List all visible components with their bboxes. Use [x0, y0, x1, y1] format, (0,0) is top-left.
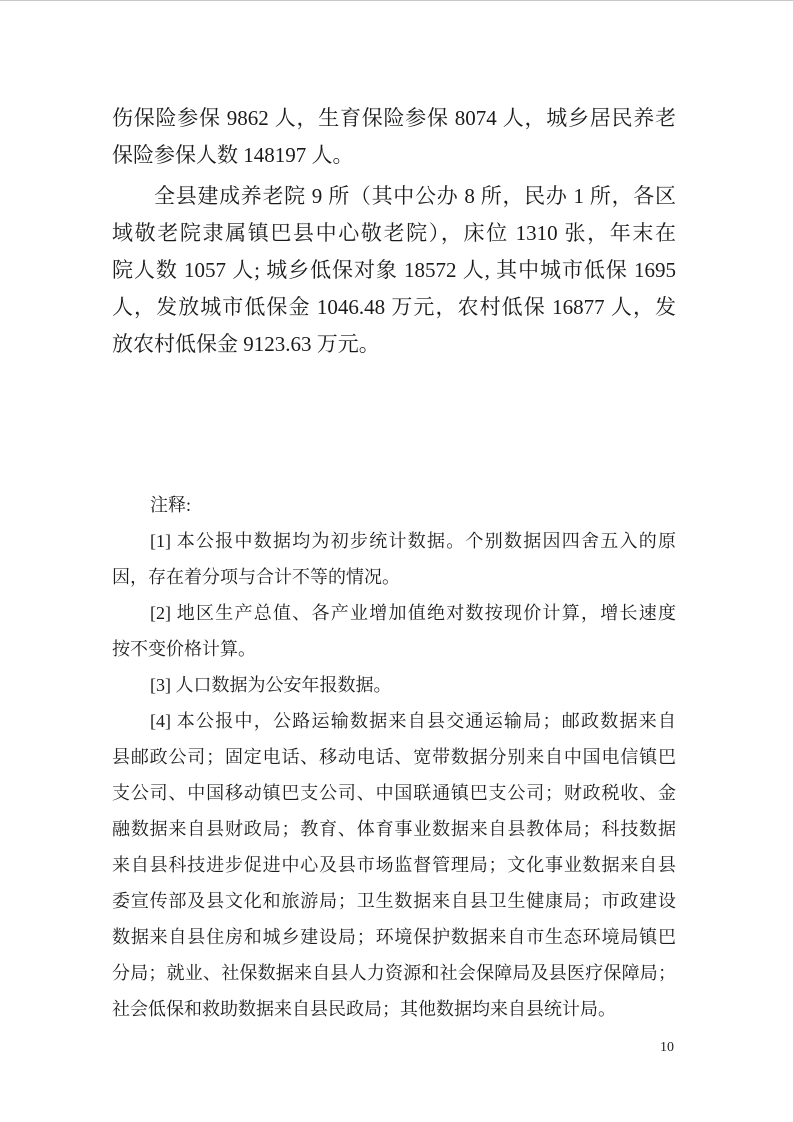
note-line: 数据来自县住房和城乡建设局；环境保护数据来自市生态环境局镇巴: [112, 927, 676, 947]
note-line: 因，存在着分项与合计不等的情况。: [112, 567, 400, 587]
note-line: 来自县科技进步促进中心及县市场监督管理局；文化事业数据来自县: [112, 855, 676, 875]
note-item: [112, 595, 676, 667]
note-line: 社会低保和救助数据来自县民政局；其他数据均来自县统计局。: [112, 999, 616, 1019]
note-line: [4] 本公报中，公路运输数据来自县交通运输局；邮政数据来自: [150, 711, 676, 731]
note-line: 融数据来自县财政局；教育、体育事业数据来自县教体局；科技数据: [112, 819, 676, 839]
note-item: [112, 703, 676, 1027]
body-paragraph: [112, 100, 676, 174]
note-line: 委宣传部及县文化和旅游局；卫生数据来自县卫生健康局；市政建设: [112, 891, 676, 911]
page-number: 10: [660, 1040, 674, 1055]
notes-title: 注释:: [150, 495, 192, 515]
body-text-line: 放农村低保金 9123.63 万元。: [112, 332, 380, 356]
note-line: 分局；就业、社保数据来自县人力资源和社会保障局及县医疗保障局；: [112, 963, 676, 983]
note-line: [1] 本公报中数据均为初步统计数据。个别数据因四舍五入的原: [150, 531, 676, 551]
note-line: 县邮政公司；固定电话、移动电话、宽带数据分别来自中国电信镇巴: [112, 747, 676, 767]
note-line: [2] 地区生产总值、各产业增加值绝对数按现价计算，增长速度: [150, 603, 676, 623]
notes-section: [112, 487, 676, 1027]
note-line: 支公司、中国移动镇巴支公司、中国联通镇巴支公司；财政税收、金: [112, 783, 676, 803]
note-item: [112, 667, 676, 703]
note-line: [3] 人口数据为公安年报数据。: [150, 675, 392, 695]
body-text-line: 全县建成养老院 9 所（其中公办 8 所，民办 1 所，各区: [154, 184, 676, 208]
page-content: [112, 100, 676, 1027]
body-text-line: 院人数 1057 人; 城乡低保对象 18572 人, 其中城市低保 1695: [112, 258, 676, 282]
note-item: [112, 523, 676, 595]
body-text-line: 人，发放城市低保金 1046.48 万元，农村低保 16877 人，发: [112, 295, 676, 319]
body-text-line: 伤保险参保 9862 人，生育保险参保 8074 人，城乡居民养老: [112, 106, 676, 130]
body-text-line: 保险参保人数 148197 人。: [112, 143, 354, 167]
body-paragraph: [112, 178, 676, 363]
note-line: 按不变价格计算。: [112, 639, 256, 659]
body-text-line: 域敬老院隶属镇巴县中心敬老院），床位 1310 张，年末在: [112, 221, 676, 245]
